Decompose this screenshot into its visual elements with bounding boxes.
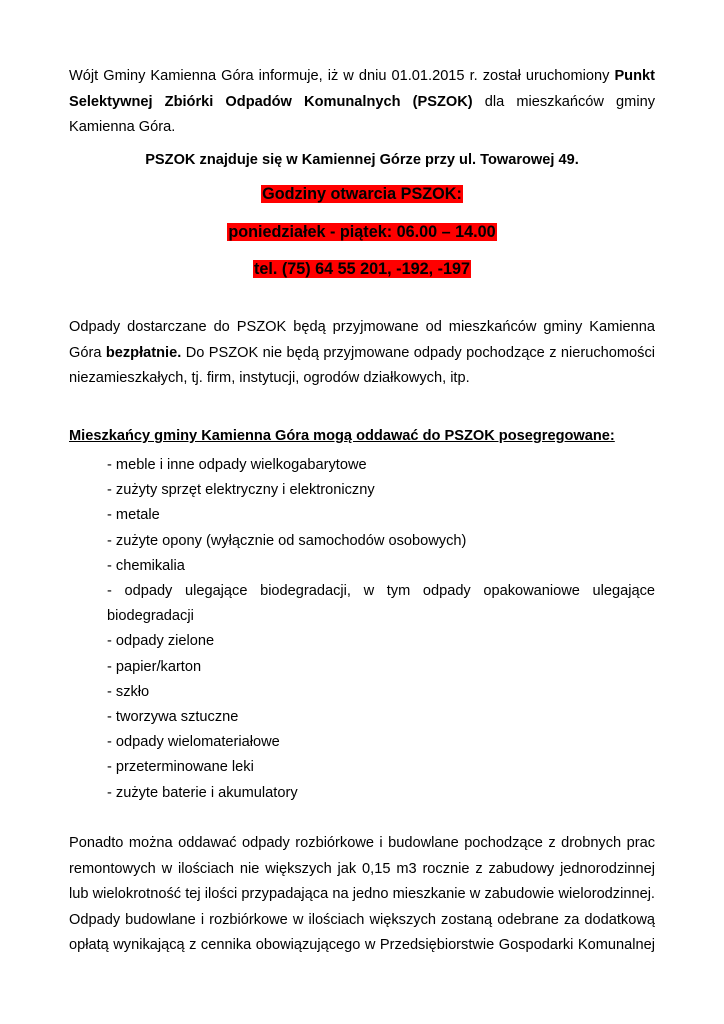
list-item: - papier/karton <box>107 658 202 675</box>
free-text: Odpady dostarczane do PSZOK będą przyjmowane od mieszkańców gminy Kamienna Góra <box>69 319 655 361</box>
hours-days-line <box>0 221 724 243</box>
list-item: - zużyte baterie i akumulatory <box>107 784 298 801</box>
list-item: - odpady wielomateriałowe <box>107 734 280 751</box>
list-item: - zużyte opony (wyłącznie od samochodów osobowych) <box>107 532 467 549</box>
construction-paragraph: Ponadto można oddawać odpady rozbiórkowe i budowlane pochodzące z drobnych prac remontowych w ilościach nie większych jak 0,15 m3 rocznie z zabudowy jednorodzinnej lub wielokrotność tej ilości przypadająca na jedno mieszkanie w zabudowie wielorodzinnej. Odpady budowlane i rozbiórkowe w ilościach większych zostaną odebrane za dodatkową opłatą wynikającą z cennika obowiązującego w Przedsiębiorstwie Gospodarki Komunalnej <box>69 835 655 953</box>
list-item: - szkło <box>107 683 150 700</box>
list-item: - przeterminowane leki <box>107 759 254 776</box>
list-item: - odpady ulegające biodegradacji, w tym odpady opakowaniowe ulegające biodegradacji <box>107 583 655 625</box>
intro-text: Wójt Gminy Kamienna Góra informuje, iż w dniu 01.01.2015 r. został uruchomiony <box>69 68 615 84</box>
intro-bold-pszok: Punkt Selektywnej Zbiórki Odpadów Komunalnych (PSZOK) <box>69 68 655 110</box>
list-item: - metale <box>107 507 160 524</box>
free-paragraph <box>69 315 655 392</box>
phone-number: tel. (75) 64 55 201, -192, -197 <box>254 260 470 278</box>
intro-paragraph <box>69 64 655 141</box>
list-heading-text: Mieszkańcy gminy Kamienna Góra mogą oddawać do PSZOK posegregowane: <box>69 428 615 444</box>
free-text-end: Do PSZOK nie będą przyjmowane odpady pochodzące z nieruchomości niezamieszkałych, tj. firm, instytucji, ogrodów działkowych, itp. <box>69 344 656 386</box>
hours-title-line <box>0 183 724 205</box>
location-line: PSZOK znajduje się w Kamiennej Górze przy ul. Towarowej 49. <box>145 152 579 168</box>
waste-list <box>107 453 655 806</box>
list-item: - tworzywa sztuczne <box>107 709 239 726</box>
list-item: - odpady zielone <box>107 633 215 650</box>
hours-days: poniedziałek - piątek: 06.00 – 14.00 <box>228 223 496 241</box>
list-item: - zużyty sprzęt elektryczny i elektroniczny <box>107 482 375 499</box>
intro-text-end: dla mieszkańców gminy Kamienna Góra. <box>69 93 655 135</box>
phone-line <box>0 258 724 280</box>
free-bold: bezpłatnie. <box>105 344 182 361</box>
list-item: - meble i inne odpady wielkogabarytowe <box>107 457 367 473</box>
list-item: - chemikalia <box>107 557 185 574</box>
hours-title: Godziny otwarcia PSZOK: <box>262 185 462 203</box>
list-heading <box>69 425 655 447</box>
